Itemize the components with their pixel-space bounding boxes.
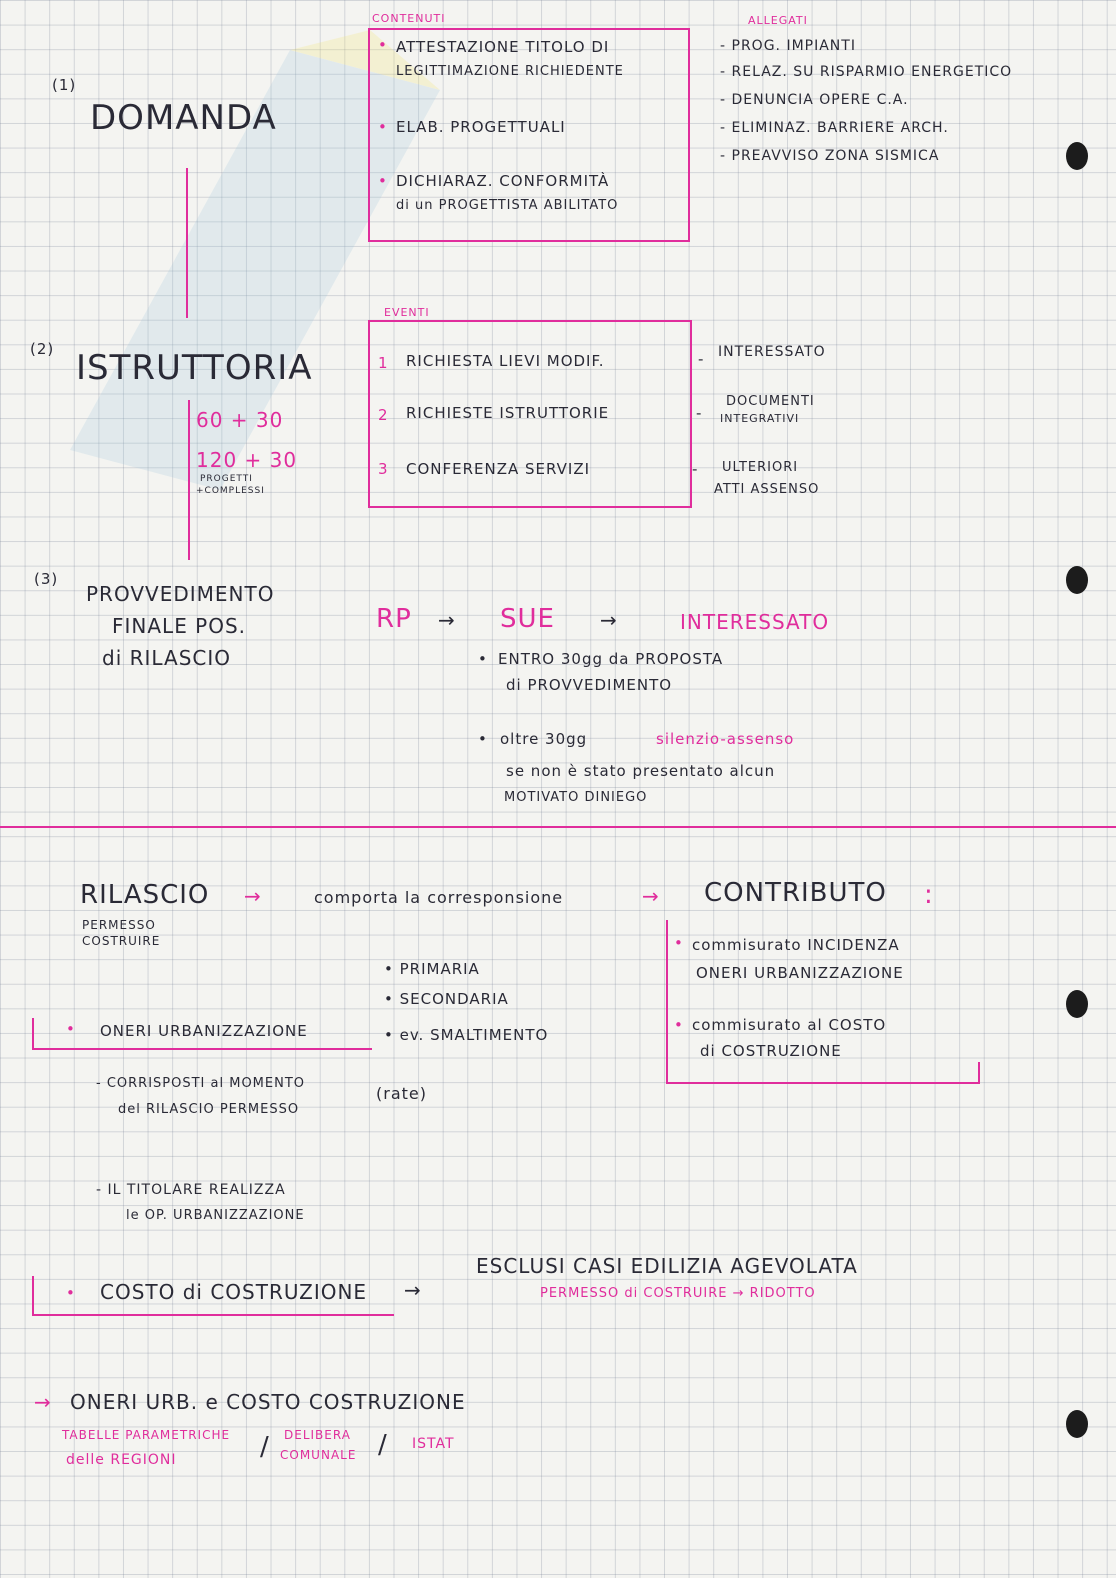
evento-1-dash: - [698,350,705,368]
titolare-line2: le OP. URBANIZZAZIONE [126,1208,305,1223]
allegato-3: - DENUNCIA OPERE C.A. [720,92,909,108]
costo-bullet: • [66,1284,76,1302]
provvedimento-title-line2: FINALE POS. [112,614,247,638]
rilascio-title: RILASCIO [80,880,210,910]
evento-3-label: CONFERENZA SERVIZI [406,460,591,478]
delibera-line1: DELIBERA [284,1428,351,1442]
costo-costruzione-label: COSTO di COSTRUZIONE [100,1280,368,1304]
allegato-2: - RELAZ. SU RISPARMIO ENERGETICO [720,64,1013,80]
contenuti-item-2-line1: ELAB. PROGETTUALI [396,118,566,136]
oneri-type-primaria: • PRIMARIA [384,960,480,978]
note-1-line2: di PROVVEDIMENTO [506,676,673,694]
note-2-pre: oltre 30gg [500,730,588,748]
evento-3-outcome-line2: ATTI ASSENSO [714,482,820,497]
evento-3-number: 3 [378,460,389,478]
oneri-bullet: • [66,1020,76,1038]
costo-bracket-bottom [32,1314,394,1316]
allegato-5: - PREAVVISO ZONA SISMICA [720,148,940,164]
provvedimento-title-line1: PROVVEDIMENTO [86,582,275,606]
istat-label: ISTAT [412,1436,455,1452]
rilascio-sub-2: COSTRUIRE [82,934,161,948]
contributo-item-1-line2: ONERI URBANIZZAZIONE [696,964,904,982]
contributo-bullet-2: • [674,1016,684,1034]
contenuti-bullet-3: • [378,172,388,190]
contributo-item-2-line1: commisurato al COSTO [692,1016,887,1034]
delibera-line2: COMUNALE [280,1448,357,1462]
days-note-1: PROGETTI [200,474,253,484]
rilascio-arrow-2: → [642,884,660,908]
oneri-bracket-left [32,1018,34,1050]
section-divider [0,826,1116,828]
evento-3-outcome-line1: ULTERIORI [722,460,799,475]
section-number-2: (2) [30,340,55,358]
evento-1-label: RICHIESTA LIEVI MODIF. [406,352,605,370]
costo-bracket-left [32,1276,34,1316]
contributo-bracket-right [978,1062,980,1084]
days-60-30: 60 + 30 [196,408,284,432]
eventi-label: EVENTI [384,306,430,319]
note-1-bullet: • [478,650,488,668]
rate-note: (rate) [376,1084,427,1103]
allegati-label: ALLEGATI [748,14,808,27]
titolare-line1: - IL TITOLARE REALIZZA [96,1182,286,1198]
tabelle-line1: TABELLE PARAMETRICHE [62,1428,231,1442]
binder-hole [1066,1410,1088,1438]
evento-2-number: 2 [378,406,389,424]
oneri-type-secondaria: • SECONDARIA [384,990,509,1008]
final-title: ONERI URB. e COSTO COSTRUZIONE [70,1390,466,1414]
contenuti-item-3-line1: DICHIARAZ. CONFORMITÀ [396,172,610,190]
contributo-item-2-line2: di COSTRUZIONE [700,1042,842,1060]
evento-2-outcome-line1: DOCUMENTI [726,394,815,409]
binder-hole [1066,566,1088,594]
evento-3-dash: - [692,460,699,478]
final-arrow: → [34,1390,52,1414]
corrisposti-line1: - CORRISPOSTI al MOMENTO [96,1076,306,1091]
timeline-line-1 [186,168,188,318]
evento-2-dash: - [696,404,703,422]
contenuti-bullet-2: • [378,118,388,136]
flow-interessato: INTERESSATO [680,610,830,634]
slash-2: / [378,1430,388,1460]
oneri-bracket-bottom [32,1048,372,1050]
flow-sue: SUE [500,604,555,634]
rilascio-sub-1: PERMESSO [82,918,156,932]
binder-hole [1066,142,1088,170]
contenuti-label: CONTENUTI [372,12,446,25]
contenuti-bullet-1: • [378,36,388,54]
binder-hole [1066,990,1088,1018]
rilascio-arrow-1: → [244,884,262,908]
allegato-4: - ELIMINAZ. BARRIERE ARCH. [720,120,949,136]
tabelle-line2: delle REGIONI [66,1452,177,1468]
comporta-text: comporta la corresponsione [314,888,564,907]
note-1-line1: ENTRO 30gg da PROPOSTA [498,650,724,668]
contenuti-item-1-line1: ATTESTAZIONE TITOLO DI [396,38,610,56]
evento-2-label: RICHIESTE ISTRUTTORIE [406,404,610,422]
flow-rp: RP [376,604,412,634]
section-number-1: (1) [52,76,77,94]
flow-arrow-1: → [438,608,456,632]
contributo-bullet-1: • [674,934,684,952]
esclusi-casi: ESCLUSI CASI EDILIZIA AGEVOLATA [476,1254,858,1278]
note-2-silenzio-assenso: silenzio-assenso [656,730,795,748]
contributo-item-1-line1: commisurato INCIDENZA [692,936,900,954]
contenuti-item-3-line2: di un PROGETTISTA ABILITATO [396,198,619,213]
corrisposti-line2: del RILASCIO PERMESSO [118,1102,300,1117]
oneri-type-smaltimento: • ev. SMALTIMENTO [384,1026,549,1044]
days-120-30: 120 + 30 [196,448,298,472]
slash-1: / [260,1432,270,1462]
note-2-line2: se non è stato presentato alcun [506,762,776,780]
istruttoria-title: ISTRUTTORIA [76,348,313,388]
evento-1-number: 1 [378,354,389,372]
section-number-3: (3) [34,570,59,588]
contributo-bracket-bottom [666,1082,980,1084]
evento-1-outcome: INTERESSATO [718,344,826,360]
allegato-1: - PROG. IMPIANTI [720,38,856,54]
contributo-colon: : [924,880,934,910]
note-2-line3: MOTIVATO DINIEGO [504,790,648,805]
costo-arrow: → [404,1278,422,1302]
timeline-line-2 [188,400,190,560]
provvedimento-title-line3: di RILASCIO [102,646,231,670]
contributo-title: CONTRIBUTO [704,878,887,908]
oneri-urbanizzazione-label: ONERI URBANIZZAZIONE [100,1022,308,1040]
permesso-ridotto: PERMESSO di COSTRUIRE → RIDOTTO [540,1286,816,1301]
flow-arrow-2: → [600,608,618,632]
contenuti-item-1-line2: LEGITTIMAZIONE RICHIEDENTE [396,64,624,79]
contributo-bracket-left [666,920,668,1084]
evento-2-outcome-line2: INTEGRATIVI [720,412,800,425]
note-2-bullet: • [478,730,488,748]
days-note-2: +COMPLESSI [196,486,265,496]
domanda-title: DOMANDA [90,98,277,138]
